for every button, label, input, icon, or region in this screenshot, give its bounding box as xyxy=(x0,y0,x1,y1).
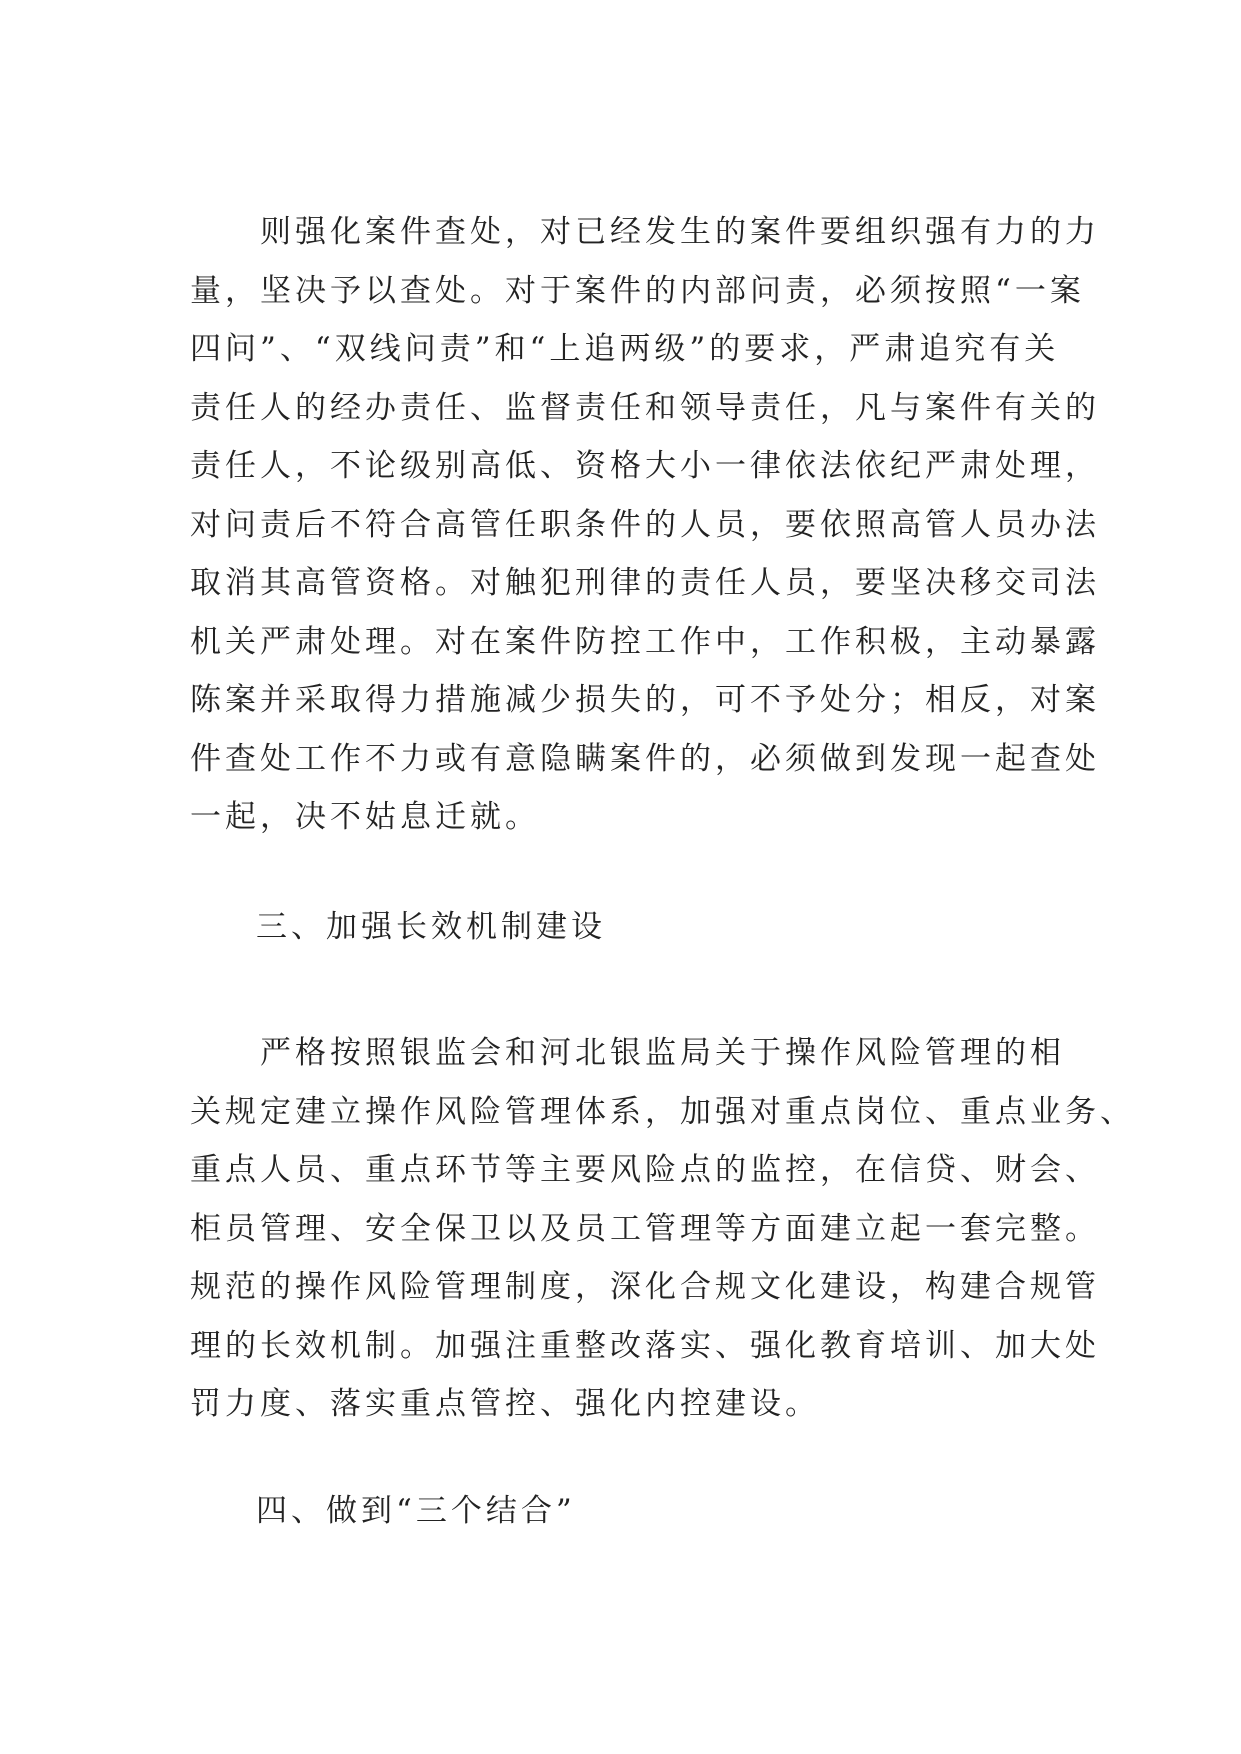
section-heading-3: 三、加强长效机制建设 xyxy=(256,909,606,945)
section-heading-4: 四、做到“三个结合” xyxy=(256,1493,576,1529)
paragraph-case-handling xyxy=(190,203,1100,847)
paragraph-line: 对问责后不符合高管任职条件的人员，要依照高管人员办法 xyxy=(190,506,1100,543)
paragraph-line: 一起，决不姑息迁就。 xyxy=(190,799,540,835)
paragraph-line: 罚力度、落实重点管控、强化内控建设。 xyxy=(190,1386,820,1422)
paragraph-line: 陈案并采取得力措施减少损失的，可不予处分；相反，对案 xyxy=(190,682,1100,718)
paragraph-line: 关规定建立操作风险管理体系，加强对重点岗位、重点业务、 xyxy=(190,1093,1135,1130)
paragraph-line: 柜员管理、安全保卫以及员工管理等方面建立起一套完整。 xyxy=(190,1210,1100,1247)
paragraph-line: 重点人员、重点环节等主要风险点的监控，在信贷、财会、 xyxy=(190,1152,1100,1188)
paragraph-line: 件查处工作不力或有意隐瞒案件的，必须做到发现一起查处 xyxy=(190,740,1100,777)
paragraph-line: 机关严肃处理。对在案件防控工作中，工作积极，主动暴露 xyxy=(190,623,1100,660)
paragraph-line: 量，坚决予以查处。对于案件的内部问责，必须按照“一案 xyxy=(190,272,1085,309)
paragraph-long-term-mechanism xyxy=(190,1024,1135,1434)
paragraph-line: 理的长效机制。加强注重整改落实、强化教育培训、加大处 xyxy=(190,1327,1100,1364)
paragraph-line: 取消其高管资格。对触犯刑律的责任人员，要坚决移交司法 xyxy=(190,565,1100,601)
paragraph-line: 则强化案件查处，对已经发生的案件要组织强有力的力 xyxy=(190,214,1100,250)
paragraph-line: 四问”、“双线问责”和“上追两级”的要求，严肃追究有关 xyxy=(190,331,1060,367)
paragraph-line: 责任人的经办责任、监督责任和领导责任，凡与案件有关的 xyxy=(190,389,1100,426)
paragraph-line: 严格按照银监会和河北银监局关于操作风险管理的相 xyxy=(190,1035,1065,1071)
paragraph-line: 规范的操作风险管理制度，深化合规文化建设，构建合规管 xyxy=(190,1269,1100,1305)
paragraph-line: 责任人，不论级别高低、资格大小一律依法依纪严肃处理， xyxy=(190,448,1100,484)
